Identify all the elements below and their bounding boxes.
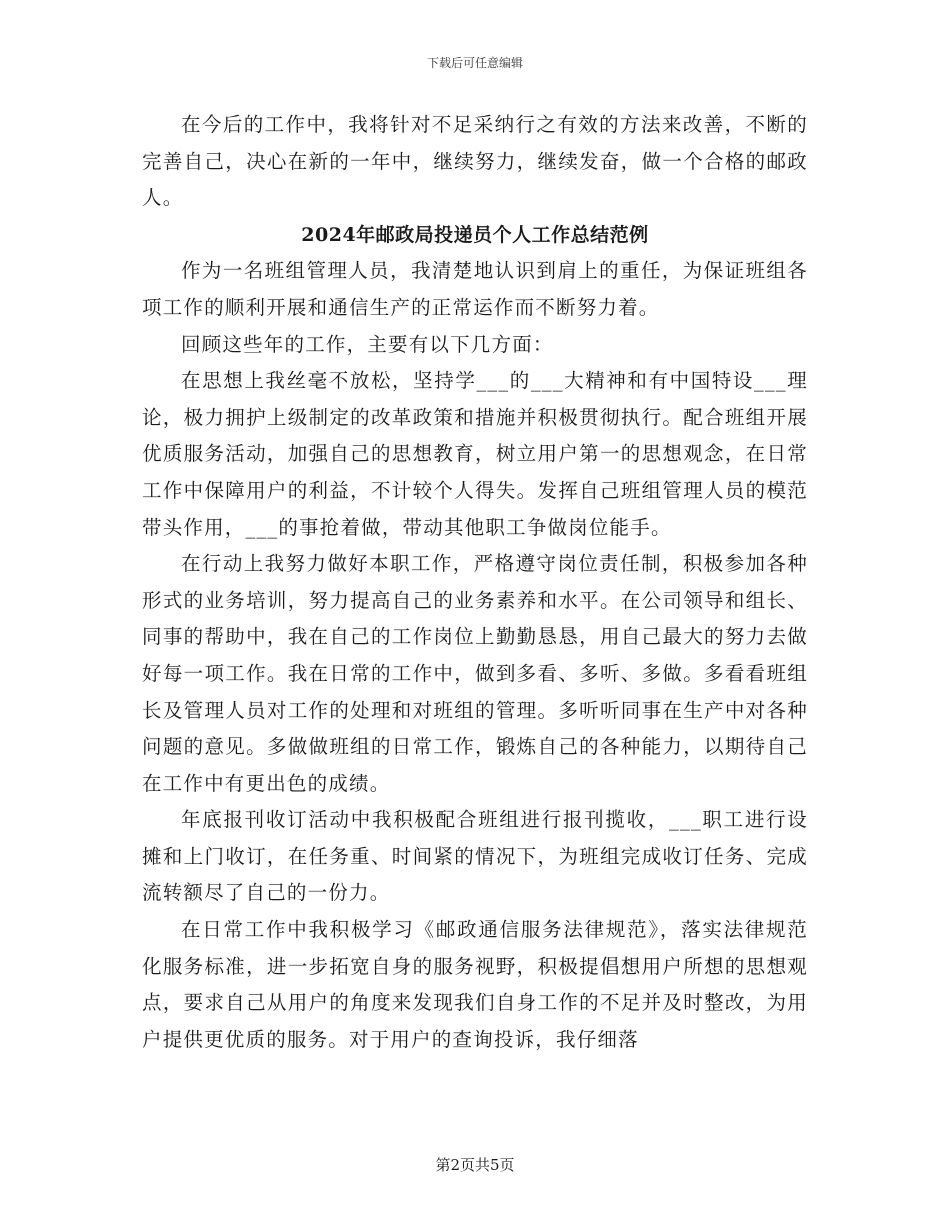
paragraph-5: 年底报刊收订活动中我积极配合班组进行报刊揽收，___职工进行设摊和上门收订，在任务重、时间紧的情况下，为班组完成收订任务、完成流转额尽了自己的一份力。 bbox=[142, 808, 808, 905]
header-note: 下载后可任意编辑 bbox=[426, 56, 523, 70]
intro-paragraph: 在今后的工作中，我将针对不足采纳行之有效的方法来改善，不断的完善自己，决心在新的一年中，继续努力，继续发奋，做一个合格的邮政人。 bbox=[142, 113, 808, 210]
document-title: 2024年邮政局投递员个人工作总结范例 bbox=[301, 223, 649, 246]
page-number: 第2页共5页 bbox=[435, 1156, 515, 1174]
document-body bbox=[142, 107, 808, 1058]
paragraph-4: 在行动上我努力做好本职工作，严格遵守岗位责任制，积极参加各种形式的业务培训，努力提高自己的业务素养和水平。在公司领导和组长、同事的帮助中，我在自己的工作岗位上勤勤恳恳，用自己最大的努力去做好每一项工作。我在日常的工作中，做到多看、多听、多做。多看看班组长及管理人员对工作的处理和对班组的管理。多听听同事在生产中对各种问题的意见。多做做班组的日常工作，锻炼自己的各种能力，以期待自己在工作中有更出色的成绩。 bbox=[142, 552, 808, 795]
paragraph-6: 在日常工作中我积极学习《邮政通信服务法律规范》，落实法律规范化服务标准，进一步拓宽自身的服务视野，积极提倡想用户所想的思想观点，要求自己从用户的角度来发现我们自身工作的不足并及时整改，为用户提供更优质的服务。对于用户的查询投诉，我仔细落 bbox=[142, 918, 808, 1051]
paragraph-2: 回顾这些年的工作，主要有以下几方面： bbox=[181, 332, 554, 356]
paragraph-3: 在思想上我丝毫不放松，坚持学___的___大精神和有中国特设___理论，极力拥护上级制定的改革政策和措施并积极贯彻执行。配合班组开展优质服务活动，加强自己的思想教育，树立用户第一的思想观念，在日常工作中保障用户的利益，不计较个人得失。发挥自己班组管理人员的模范带头作用，___的事抢着做，带动其他职工争做岗位能手。 bbox=[142, 369, 808, 539]
paragraph-1: 作为一名班组管理人员，我清楚地认识到肩上的重任，为保证班组各项工作的顺利开展和通信生产的正常运作而不断努力着。 bbox=[142, 259, 808, 319]
